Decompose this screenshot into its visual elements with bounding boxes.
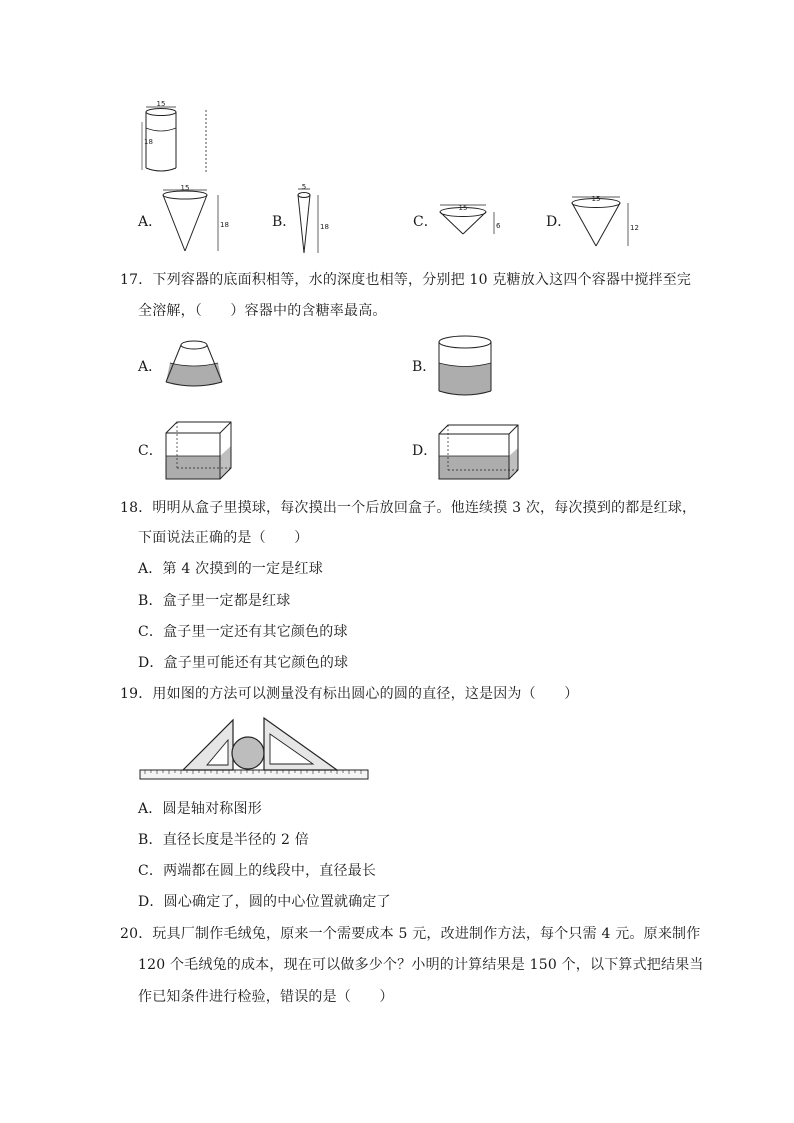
q18-stem-line2: 下面说法正确的是（ ）: [138, 530, 309, 546]
q17-option-c-letter[interactable]: C．: [138, 443, 163, 459]
q19-option-b[interactable]: B．直径长度是半径的 2 倍: [138, 832, 309, 848]
q19-option-c[interactable]: C．两端都在圆上的线段中，直径最长: [138, 863, 377, 879]
cone-a-side-label: 18: [220, 221, 229, 229]
q19-option-d[interactable]: D．圆心确定了，圆的中心位置就确定了: [138, 894, 391, 910]
cone-d-top-label: 15: [591, 195, 601, 203]
q20-stem-line3: 作已知条件进行检验，错误的是（ ）: [138, 989, 394, 1005]
cone-b-top-label: 5: [301, 183, 307, 191]
q20-stem-line1: 20．玩具厂制作毛绒兔，原来一个需要成本 5 元，改进制作方法，每个只需 4 元。原来制作: [120, 926, 701, 942]
q18-option-d[interactable]: D．盒子里可能还有其它颜色的球: [138, 655, 349, 671]
cone-figure-d: [568, 192, 643, 252]
q18-option-c[interactable]: C．盒子里一定还有其它颜色的球: [138, 624, 348, 640]
measured-circle: [232, 737, 264, 769]
cone-figure-a: [160, 185, 235, 255]
cone-figure-c: [436, 200, 506, 242]
q17-option-d-letter[interactable]: D．: [412, 443, 438, 459]
q16-option-c-letter[interactable]: C．: [413, 214, 438, 230]
circle-measurement-figure: [137, 715, 369, 781]
cube-container-figure: [163, 418, 235, 482]
q17-stem-line2: 全溶解，（ ）容器中的含糖率最高。: [138, 303, 387, 319]
q18-option-b[interactable]: B．盒子里一定都是红球: [138, 593, 291, 609]
q17-option-a-letter[interactable]: A．: [138, 359, 163, 375]
frustum-container-figure: [163, 338, 225, 390]
reference-top-label: 15: [156, 100, 166, 108]
q18-stem-line1: 18．明明从盒子里摸球，每次摸出一个后放回盒子。他连续摸 3 次，每次摸到的都是红球，: [120, 500, 697, 516]
cuboid-container-figure: [436, 418, 522, 482]
cone-d-side-label: 12: [630, 224, 639, 232]
q16-option-a-letter[interactable]: A．: [138, 214, 163, 230]
q19-option-a[interactable]: A．圆是轴对称图形: [138, 801, 262, 817]
q20-stem-line2: 120 个毛绒兔的成本，现在可以做多少个？小明的计算结果是 150 个，以下算式把结果当: [138, 957, 704, 973]
cone-c-side-label: 6: [496, 222, 501, 230]
q17-stem-line1: 17．下列容器的底面积相等，水的深度也相等，分别把 10 克糖放入这四个容器中搅拌至完: [120, 272, 692, 288]
reference-side-label: 18: [144, 138, 153, 146]
q19-stem-line1: 19．用如图的方法可以测量没有标出圆心的圆的直径，这是因为（ ）: [120, 686, 579, 702]
q16-option-d-letter[interactable]: D．: [546, 214, 572, 230]
cone-a-top-label: 15: [180, 184, 190, 192]
cone-figure-b: [292, 185, 332, 257]
cone-b-side-label: 18: [320, 223, 329, 231]
cone-c-top-label: 15: [458, 204, 468, 212]
q16-option-b-letter[interactable]: B．: [272, 214, 297, 230]
q17-option-b-letter[interactable]: B．: [412, 359, 437, 375]
reference-cylinder-figure: [136, 100, 216, 180]
q18-option-a[interactable]: A．第 4 次摸到的一定是红球: [138, 561, 323, 577]
cylinder-container-figure: [436, 333, 494, 399]
